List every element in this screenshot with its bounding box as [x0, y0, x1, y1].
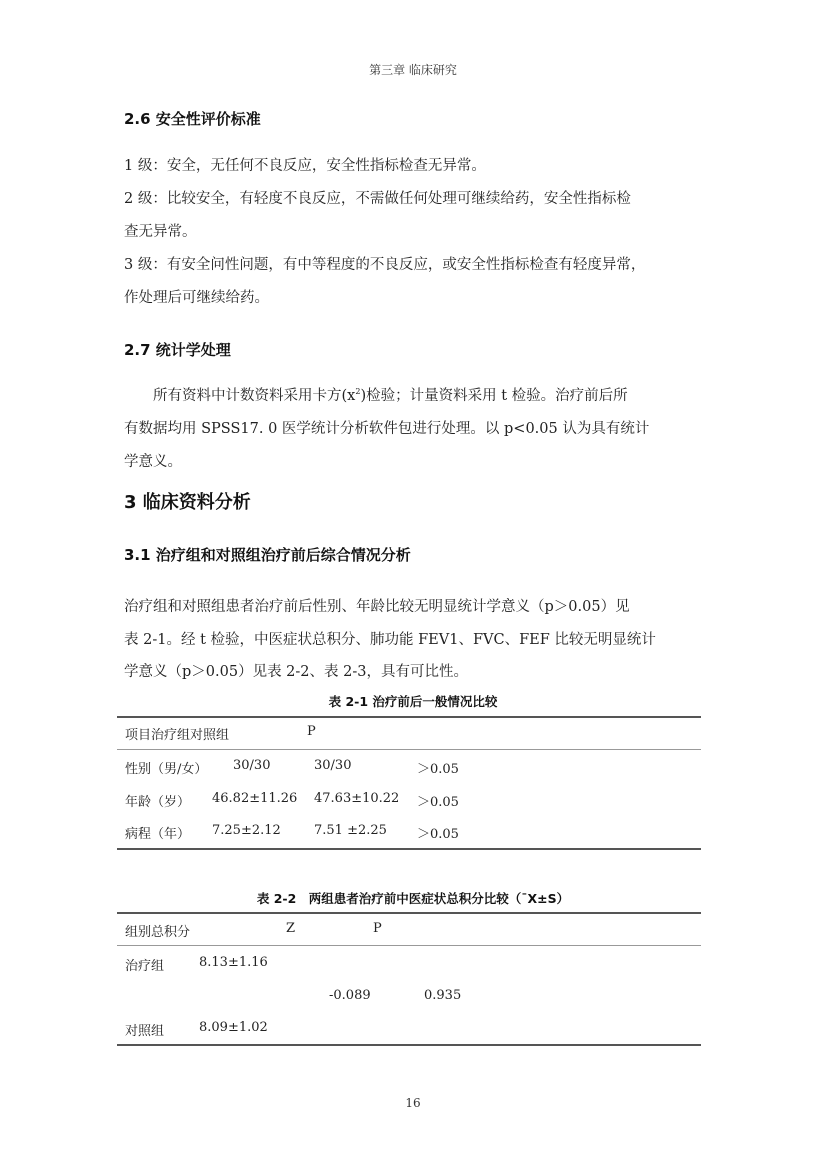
table-cell: 8.13±1.16 — [199, 955, 268, 970]
table-top-rule — [117, 912, 701, 914]
text-segment: )检验；计量资料采用 t 检验。治疗前后所 — [360, 388, 628, 404]
table-cell: ＞0.05 — [417, 827, 459, 842]
chapter-heading-3: 3 临床资料分析 — [124, 492, 251, 513]
table-cell: 7.25±2.12 — [212, 823, 281, 838]
paragraph-line: 2 级：比较安全，有轻度不良反应，不需做任何处理可继续给药，安全性指标检 — [124, 191, 631, 207]
table-header-cell: 组别总积分 — [125, 925, 191, 940]
table-cell: 8.09±1.02 — [199, 1020, 268, 1035]
table-cell: 30/30 — [314, 758, 352, 773]
table-cell: 30/30 — [233, 758, 271, 773]
table-cell: ＞0.05 — [417, 795, 459, 810]
table-cell: 病程（年） — [125, 827, 191, 842]
table-cell: 7.51 ±2.25 — [314, 823, 387, 838]
table-cell: 性别（男/女） — [125, 762, 208, 777]
table-header-rule — [117, 749, 701, 750]
table-header-cell: P — [307, 724, 316, 739]
table-header-cell: P — [373, 921, 382, 936]
paragraph-line: 3 级：有安全问性问题，有中等程度的不良反应，或安全性指标检查有轻度异常， — [124, 257, 646, 273]
table-cell-z: -0.089 — [329, 988, 371, 1003]
page-number: 16 — [405, 1096, 421, 1110]
table-bottom-rule — [117, 848, 701, 850]
paragraph-line: 有数据均用 SPSS17. 0 医学统计分析软件包进行处理。以 p<0.05 认为具有统计 — [124, 421, 650, 437]
table-cell: 46.82±11.26 — [212, 791, 298, 806]
superscript: 2 — [355, 387, 361, 397]
paragraph-line: 学意义。 — [124, 454, 182, 470]
table-header-rule — [117, 945, 701, 946]
section-heading-3-1: 3.1 治疗组和对照组治疗前后综合情况分析 — [124, 546, 411, 564]
table-cell: 对照组 — [125, 1024, 165, 1039]
table-top-rule — [117, 716, 701, 718]
table-header-cell: 项目治疗组对照组 — [125, 728, 230, 743]
table-bottom-rule — [117, 1044, 701, 1046]
paragraph-line — [153, 384, 628, 405]
table-header-cell: Z — [286, 921, 296, 936]
table-caption: 表 2-2 两组患者治疗前中医症状总积分比较（¯X±S） — [256, 891, 570, 906]
page-header: 第三章 临床研究 — [369, 63, 457, 77]
section-heading-2-7: 2.7 统计学处理 — [124, 341, 231, 359]
paragraph-line: 学意义（p＞0.05）见表 2-2、表 2-3，具有可比性。 — [124, 664, 468, 680]
text-segment: 所有资料中计数资料采用卡方(x — [153, 388, 356, 404]
table-cell-p: 0.935 — [424, 988, 462, 1003]
paragraph-line: 1 级：安全，无任何不良反应，安全性指标检查无异常。 — [124, 158, 486, 174]
table-cell: ＞0.05 — [417, 762, 459, 777]
table-cell: 治疗组 — [125, 959, 165, 974]
paragraph-line: 作处理后可继续给药。 — [124, 290, 269, 306]
paragraph-line: 表 2-1。经 t 检验，中医症状总积分、肺功能 FEV1、FVC、FEF 比较无明显统计 — [124, 632, 656, 648]
paragraph-line: 查无异常。 — [124, 224, 197, 240]
table-cell: 47.63±10.22 — [314, 791, 400, 806]
table-caption: 表 2-1 治疗前后一般情况比较 — [328, 694, 498, 709]
section-heading-2-6: 2.6 安全性评价标准 — [124, 110, 261, 128]
paragraph-line: 治疗组和对照组患者治疗前后性别、年龄比较无明显统计学意义（p＞0.05）见 — [124, 599, 630, 615]
table-cell: 年龄（岁） — [125, 795, 191, 810]
